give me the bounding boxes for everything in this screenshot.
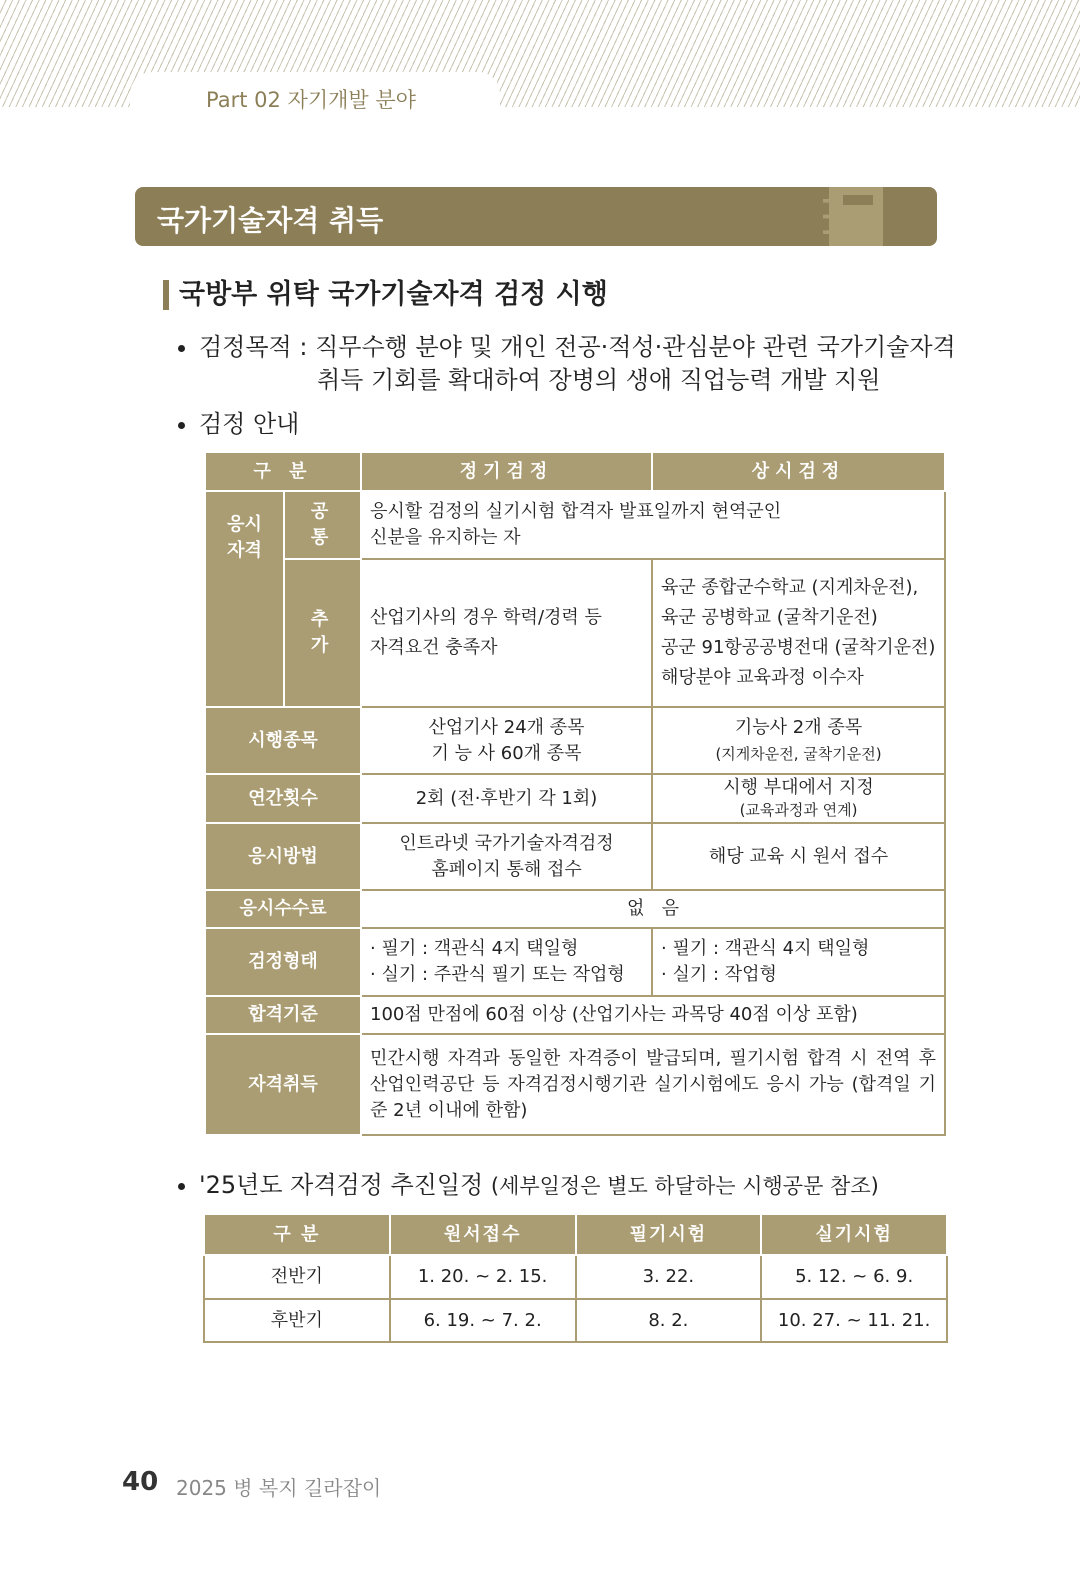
text-line: 육군 종합군수학교 (지게차운전), bbox=[661, 577, 919, 598]
form-anytime-cell bbox=[652, 928, 945, 996]
header-category: 구 분 bbox=[204, 1214, 390, 1255]
guide-bullet bbox=[178, 407, 299, 441]
extra-label: 추 가 bbox=[284, 559, 361, 707]
acquisition-label: 자격취득 bbox=[205, 1034, 361, 1135]
cell: 10. 27. ~ 11. 21. bbox=[761, 1299, 947, 1342]
cell: 3. 22. bbox=[576, 1255, 762, 1299]
regular-cell bbox=[361, 707, 652, 774]
bookmark-tag bbox=[843, 195, 873, 205]
eligibility-label: 응시 자격 bbox=[205, 491, 284, 707]
header-application: 원서접수 bbox=[390, 1214, 576, 1255]
page-number: 40 bbox=[122, 1467, 159, 1497]
pass-value: 100점 만점에 60점 이상 (산업기사는 과목당 40점 이상 포함) bbox=[361, 996, 945, 1034]
text-line: 산업기사의 경우 학력/경력 등 bbox=[370, 607, 602, 628]
text-line: 기능사 2개 종목 bbox=[734, 716, 863, 738]
bullet-icon bbox=[178, 345, 185, 352]
cell: 6. 19. ~ 7. 2. bbox=[390, 1299, 576, 1342]
header-practical: 실기시험 bbox=[761, 1214, 947, 1255]
text-line: 홈페이지 통해 접수 bbox=[431, 858, 582, 880]
fee-label: 응시수수료 bbox=[205, 890, 361, 928]
purpose-line1: 직무수행 분야 및 개인 전공·적성·관심분야 관련 국가기술자격 bbox=[315, 333, 956, 361]
table-row bbox=[204, 1255, 947, 1299]
text-line: · 필기 : 객관식 4지 택일형 bbox=[661, 938, 870, 959]
cell: 5. 12. ~ 6. 9. bbox=[761, 1255, 947, 1299]
bullet-icon bbox=[178, 1183, 185, 1190]
exam-guide-table bbox=[204, 451, 946, 1136]
table-row bbox=[204, 1299, 947, 1342]
section-title: 국방부 위탁 국가기술자격 검정 시행 bbox=[163, 280, 608, 310]
fee-value: 없 음 bbox=[361, 890, 945, 928]
row-label: 시행종목 bbox=[205, 707, 361, 774]
part-label: Part 02 자기개발 분야 bbox=[206, 88, 416, 112]
text-line: 시행 부대에서 지정 bbox=[723, 776, 874, 798]
form-label: 검정형태 bbox=[205, 928, 361, 996]
anytime-cell bbox=[652, 774, 945, 823]
text-line: 응시할 검정의 실기시험 합격자 발표일까지 현역군인 bbox=[370, 501, 782, 522]
purpose-bullet bbox=[178, 330, 956, 364]
row-label: 연간횟수 bbox=[205, 774, 361, 823]
text-line: 공군 91항공공병전대 (굴착기운전) bbox=[661, 637, 936, 658]
header-category: 구 분 bbox=[205, 452, 361, 491]
extra-anytime-cell bbox=[652, 559, 945, 707]
text-line: 기 능 사 60개 종목 bbox=[431, 742, 582, 764]
schedule-title: '25년도 자격검정 추진일정 bbox=[199, 1171, 484, 1199]
common-cell bbox=[361, 491, 945, 559]
text-line: 해당분야 교육과정 이수자 bbox=[661, 667, 864, 688]
header-regular: 정기검정 bbox=[361, 452, 652, 491]
guide-label: 검정 안내 bbox=[199, 410, 300, 438]
regular-cell bbox=[361, 823, 652, 890]
bullet-icon bbox=[178, 422, 185, 429]
extra-regular-cell bbox=[361, 559, 652, 707]
row-label: 응시방법 bbox=[205, 823, 361, 890]
text-line: (지게차운전, 굴착기운전) bbox=[715, 744, 882, 763]
cell: 8. 2. bbox=[576, 1299, 762, 1342]
text-line: 자격요건 충족자 bbox=[370, 637, 498, 658]
text-line: · 실기 : 주관식 필기 또는 작업형 bbox=[370, 964, 625, 985]
text-line: · 필기 : 객관식 4지 택일형 bbox=[370, 938, 579, 959]
anytime-cell bbox=[652, 707, 945, 774]
chapter-banner bbox=[135, 187, 937, 246]
pass-label: 합격기준 bbox=[205, 996, 361, 1034]
anytime-cell: 해당 교육 시 원서 접수 bbox=[652, 823, 945, 890]
chapter-title: 국가기술자격 취득 bbox=[157, 204, 384, 237]
common-label: 공 통 bbox=[284, 491, 361, 559]
cell: 전반기 bbox=[204, 1255, 390, 1299]
schedule-note: (세부일정은 별도 하달하는 시행공문 참조) bbox=[490, 1174, 879, 1198]
text-line: (교육과정과 연계) bbox=[739, 800, 858, 819]
purpose-line2: 취득 기회를 확대하여 장병의 생애 직업능력 개발 지원 bbox=[317, 366, 881, 394]
regular-cell: 2회 (전·후반기 각 1회) bbox=[361, 774, 652, 823]
text-line: 육군 공병학교 (굴착기운전) bbox=[661, 607, 878, 628]
text-line: 산업기사 24개 종목 bbox=[428, 716, 585, 738]
form-regular-cell bbox=[361, 928, 652, 996]
text-line: 신분을 유지하는 자 bbox=[370, 527, 521, 548]
header-written: 필기시험 bbox=[576, 1214, 762, 1255]
text-line: 인트라넷 국가기술자격검정 bbox=[399, 832, 614, 854]
schedule-bullet bbox=[178, 1168, 879, 1203]
footer-title: 2025 병 복지 길라잡이 bbox=[176, 1476, 382, 1500]
cell: 후반기 bbox=[204, 1299, 390, 1342]
purpose-label: 검정목적 : bbox=[199, 333, 308, 361]
header-anytime: 상시검정 bbox=[652, 452, 945, 491]
acquisition-value: 민간시행 자격과 동일한 자격증이 발급되며, 필기시험 합격 시 전역 후 산업인력공단 등 자격검정시행기관 실기시험에도 응시 가능 (합격일 기준 2년 이내에 한함) bbox=[361, 1034, 945, 1135]
schedule-table bbox=[203, 1213, 948, 1343]
text-line: · 실기 : 작업형 bbox=[661, 964, 777, 985]
cell: 1. 20. ~ 2. 15. bbox=[390, 1255, 576, 1299]
